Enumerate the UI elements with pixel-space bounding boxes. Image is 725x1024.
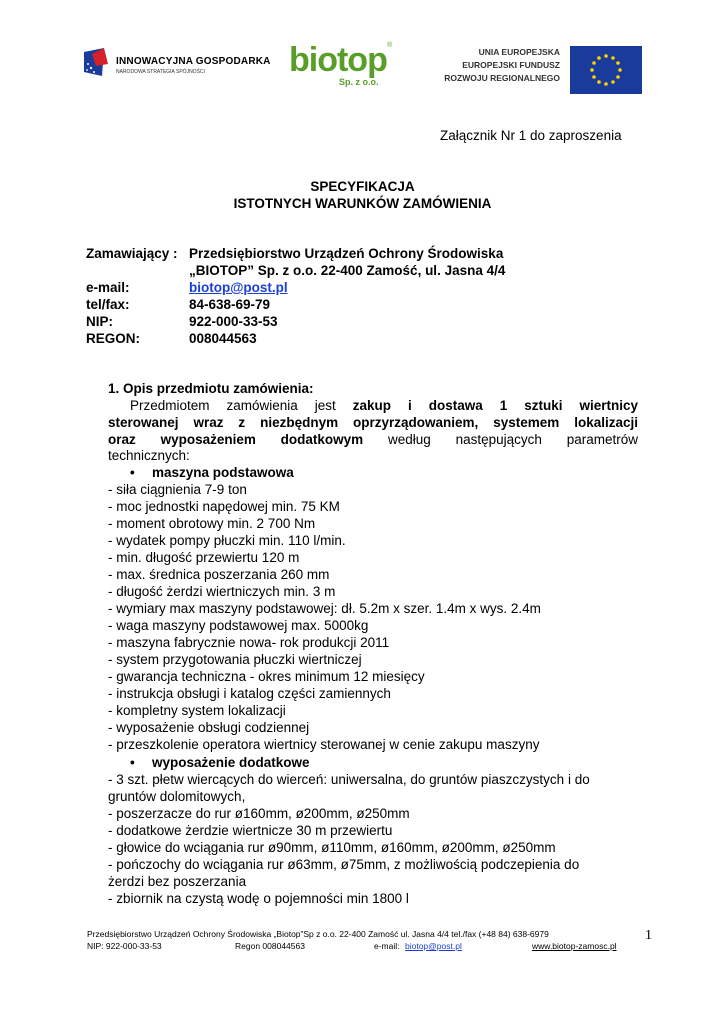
list-item: - przeszkolenie operatora wiertnicy sterowanej w cenie zakupu maszyny [108,737,540,752]
ig-logo-text: INNOWACYJNA GOSPODARKA [116,56,271,67]
list-item: - instrukcja obsługi i katalog części zamiennych [108,686,391,701]
list-item: - waga maszyny podstawowej max. 5000kg [108,618,369,633]
header-logos [0,0,725,110]
nip-value: 922-000-33-53 [189,314,278,329]
tel-value: 84-638-69-79 [189,297,271,312]
base-heading [130,464,294,481]
list-item: - wymiary max maszyny podstawowej: dł. 5.2m x szer. 1.4m x wys. 2.4m [108,601,541,616]
ig-flag-icon [82,46,112,80]
list-item: - system przygotowania płuczki wiertniczej [108,652,362,667]
email-label: e-mail: [86,280,130,295]
innowacyjna-gospodarka-logo [82,46,272,82]
buyer-name-line2: „BIOTOP” Sp. z o.o. 22-400 Zamość, ul. Jasna 4/4 [189,263,506,278]
section-heading: 1. Opis przedmiotu zamówienia: [108,381,314,396]
page-number: 1 [645,928,652,943]
intro-line2: sterowanej wraz z niezbędnym oprzyrządowaniem, systemem lokalizacji [108,415,638,430]
intro-line3 [108,431,638,448]
list-item: - wyposażenie obsługi codziennej [108,720,310,735]
intro-text-1a: Przedmiotem zamówienia jest [130,398,336,413]
footer-email-link[interactable]: biotop@post.pl [405,941,462,951]
attachment-note: Załącznik Nr 1 do zaproszenia [440,128,622,143]
footer-email-label: e-mail: [374,941,400,951]
list-item: - kompletny system lokalizacji [108,703,286,718]
nip-label: NIP: [86,314,113,329]
intro-text-1b: zakup i dostawa 1 sztuki wiertnicy [352,398,638,413]
eu-flag-icon [570,46,642,94]
list-item: - poszerzacze do rur ø160mm, ø200mm, ø250mm [108,806,410,821]
intro-text-3b: według następujących parametrów [388,432,638,447]
list-item: - min. długość przewiertu 120 m [108,550,300,565]
eu-logo-line1: UNIA EUROPEJSKA [478,47,560,57]
list-item: - pończochy do wciągania rur ø63mm, ø75mm, z możliwością podczepienia do [108,857,580,872]
extra-heading [130,754,310,771]
tel-label: tel/fax: [86,297,130,312]
eu-logo-line2: EUROPEJSKI FUNDUSZ [462,60,560,70]
list-item: - zbiornik na czystą wodę o pojemności min 1800 l [108,891,409,906]
extra-heading-text: wyposażenie dodatkowe [152,755,310,770]
list-item: - moc jednostki napędowej min. 75 KM [108,499,340,514]
list-item: - moment obrotowy min. 2 700 Nm [108,516,316,531]
footer-regon: Regon 008044563 [235,941,305,951]
email-link[interactable]: biotop@post.pl [189,280,288,295]
document-title-line1: SPECYFIKACJA [310,179,415,194]
regon-label: REGON: [86,331,140,346]
buyer-label: Zamawiający : [86,246,178,261]
intro-text-3a: oraz wyposażeniem dodatkowym [108,432,364,447]
biotop-logo-mark: ® [387,42,393,49]
bullet-icon: • [130,755,135,770]
list-item: - siła ciągnienia 7-9 ton [108,482,247,497]
intro-line4: technicznych: [108,448,190,463]
buyer-name-line1: Przedsiębiorstwo Urządzeń Ochrony Środowiska [189,246,504,261]
list-item: - 3 szt. płetw wiercących do wierceń: uniwersalna, do gruntów piaszczystych i do [108,772,590,787]
ig-logo-subtext: NARODOWA STRATEGIA SPÓJNOŚCI [116,69,205,75]
document-title-line2: ISTOTNYCH WARUNKÓW ZAMÓWIENIA [233,196,492,211]
footer-nip: NIP: 922-000-33-53 [87,941,162,951]
footer-website-link[interactable]: www.biotop-zamosc.pl [532,941,617,951]
list-item: - max. średnica poszerzania 260 mm [108,567,330,582]
regon-value: 008044563 [189,331,257,346]
footer-company-line: Przedsiębiorstwo Urządzeń Ochrony Środowiska „Biotop”Sp z o.o. 22-400 Zamość ul. Jasna 4/4 tel./fax (+48 84) 638-6979 [87,929,549,939]
biotop-logo [283,40,398,90]
list-item: - gwarancja techniczna - okres minimum 12 miesięcy [108,669,425,684]
list-item: - wydatek pompy płuczki min. 110 l/min. [108,533,346,548]
base-heading-text: maszyna podstawowa [152,465,294,480]
list-item: żerdzi bez poszerzania [108,874,247,889]
list-item: - maszyna fabrycznie nowa- rok produkcji 2011 [108,635,390,650]
list-item: gruntów dolomitowych, [108,789,246,804]
bullet-icon: • [130,465,135,480]
intro-line1 [130,397,638,414]
biotop-logo-word: biotop [289,41,387,79]
list-item: - głowice do wciągania rur ø90mm, ø110mm, ø160mm, ø200mm, ø250mm [108,840,556,855]
list-item: - długość żerdzi wiertniczych min. 3 m [108,584,336,599]
eu-logo-text [440,46,560,85]
eu-logo-line3: ROZWOJU REGIONALNEGO [444,73,560,83]
biotop-logo-sub: Sp. z o.o. [339,77,379,87]
list-item: - dodatkowe żerdzie wiertnicze 30 m przewiertu [108,823,393,838]
